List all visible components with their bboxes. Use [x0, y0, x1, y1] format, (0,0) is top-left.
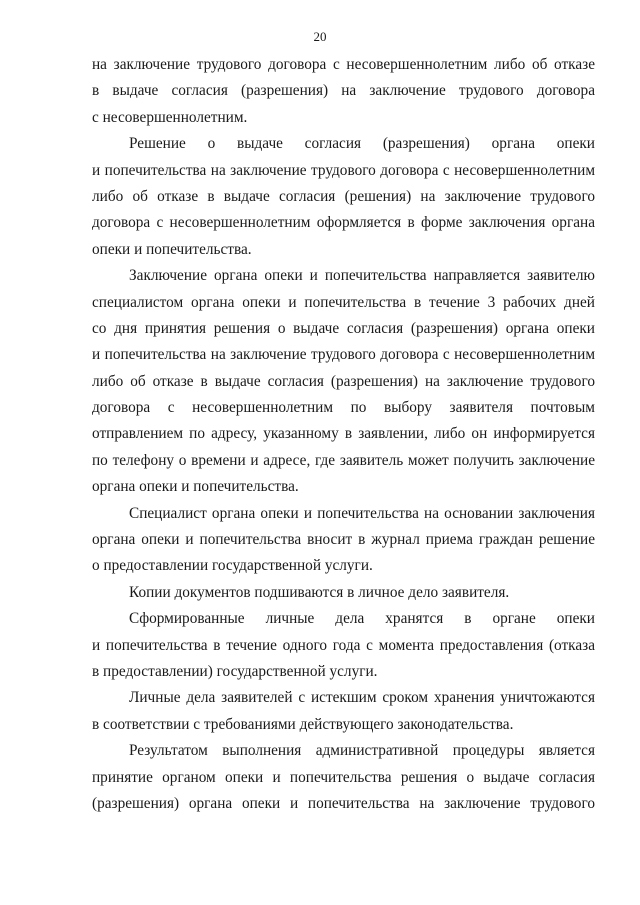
text-line: органа опеки и попечительства. — [92, 478, 299, 496]
text-line: Результатом выполнения административной процедуры является — [129, 742, 595, 760]
text-line: на заключение трудового договора с несовершеннолетним либо об отказе — [92, 56, 595, 73]
text-line: принятие органом опеки и попечительства решения о выдаче согласия — [92, 768, 595, 786]
text-line: Личные дела заявителей с истекшим сроком хранения уничтожаются — [129, 689, 595, 707]
text-line: в выдаче согласия (разрешения) на заключение трудового договора — [92, 82, 595, 100]
text-line: и попечительства в течение одного года с момента предоставления (отказа — [92, 636, 595, 654]
text-line: либо об отказе в выдаче согласия (разрешения) на заключение трудового — [92, 372, 595, 390]
text-line: в предоставлении) государственной услуги. — [92, 662, 378, 680]
text-line: по телефону о времени и адресе, где заявитель может получить заключение — [92, 451, 595, 469]
text-line: Сформированные личные дела хранятся в органе опеки — [129, 610, 595, 628]
text-line: либо об отказе в выдаче согласия (решения) на заключение трудового — [92, 187, 595, 205]
text-line: Копии документов подшиваются в личное дело заявителя. — [129, 583, 510, 601]
text-line: опеки и попечительства. — [92, 240, 252, 258]
text-line: отправлением по адресу, указанному в заявлении, либо он информируется — [92, 425, 595, 443]
text-line: Специалист органа опеки и попечительства на основании заключения — [129, 504, 595, 522]
text-line: Решение о выдаче согласия (разрешения) органа опеки — [129, 135, 595, 153]
text-line: в соответствии с требованиями действующего законодательства. — [92, 715, 514, 733]
text-line: и попечительства на заключение трудового договора с несовершеннолетним — [92, 346, 595, 364]
text-line: специалистом органа опеки и попечительства в течение 3 рабочих дней — [92, 293, 595, 311]
page-number: 20 — [313, 29, 327, 44]
text-line: договора с несовершеннолетним оформляется в форме заключения органа — [92, 214, 595, 232]
text-line: Заключение органа опеки и попечительства направляется заявителю — [129, 267, 595, 285]
text-line: (разрешения) органа опеки и попечительства на заключение трудового — [92, 794, 595, 812]
text-line: о предоставлении государственной услуги. — [92, 557, 373, 575]
body-text — [92, 52, 595, 817]
text-line: с несовершеннолетним. — [92, 108, 248, 126]
text-line: договора с несовершеннолетним по выбору заявителя почтовым — [92, 399, 595, 417]
text-line: со дня принятия решения о выдаче согласия (разрешения) органа опеки — [92, 319, 595, 337]
text-line: органа опеки и попечительства вносит в журнал приема граждан решение — [92, 531, 595, 549]
text-line: и попечительства на заключение трудового договора с несовершеннолетним — [92, 161, 595, 179]
